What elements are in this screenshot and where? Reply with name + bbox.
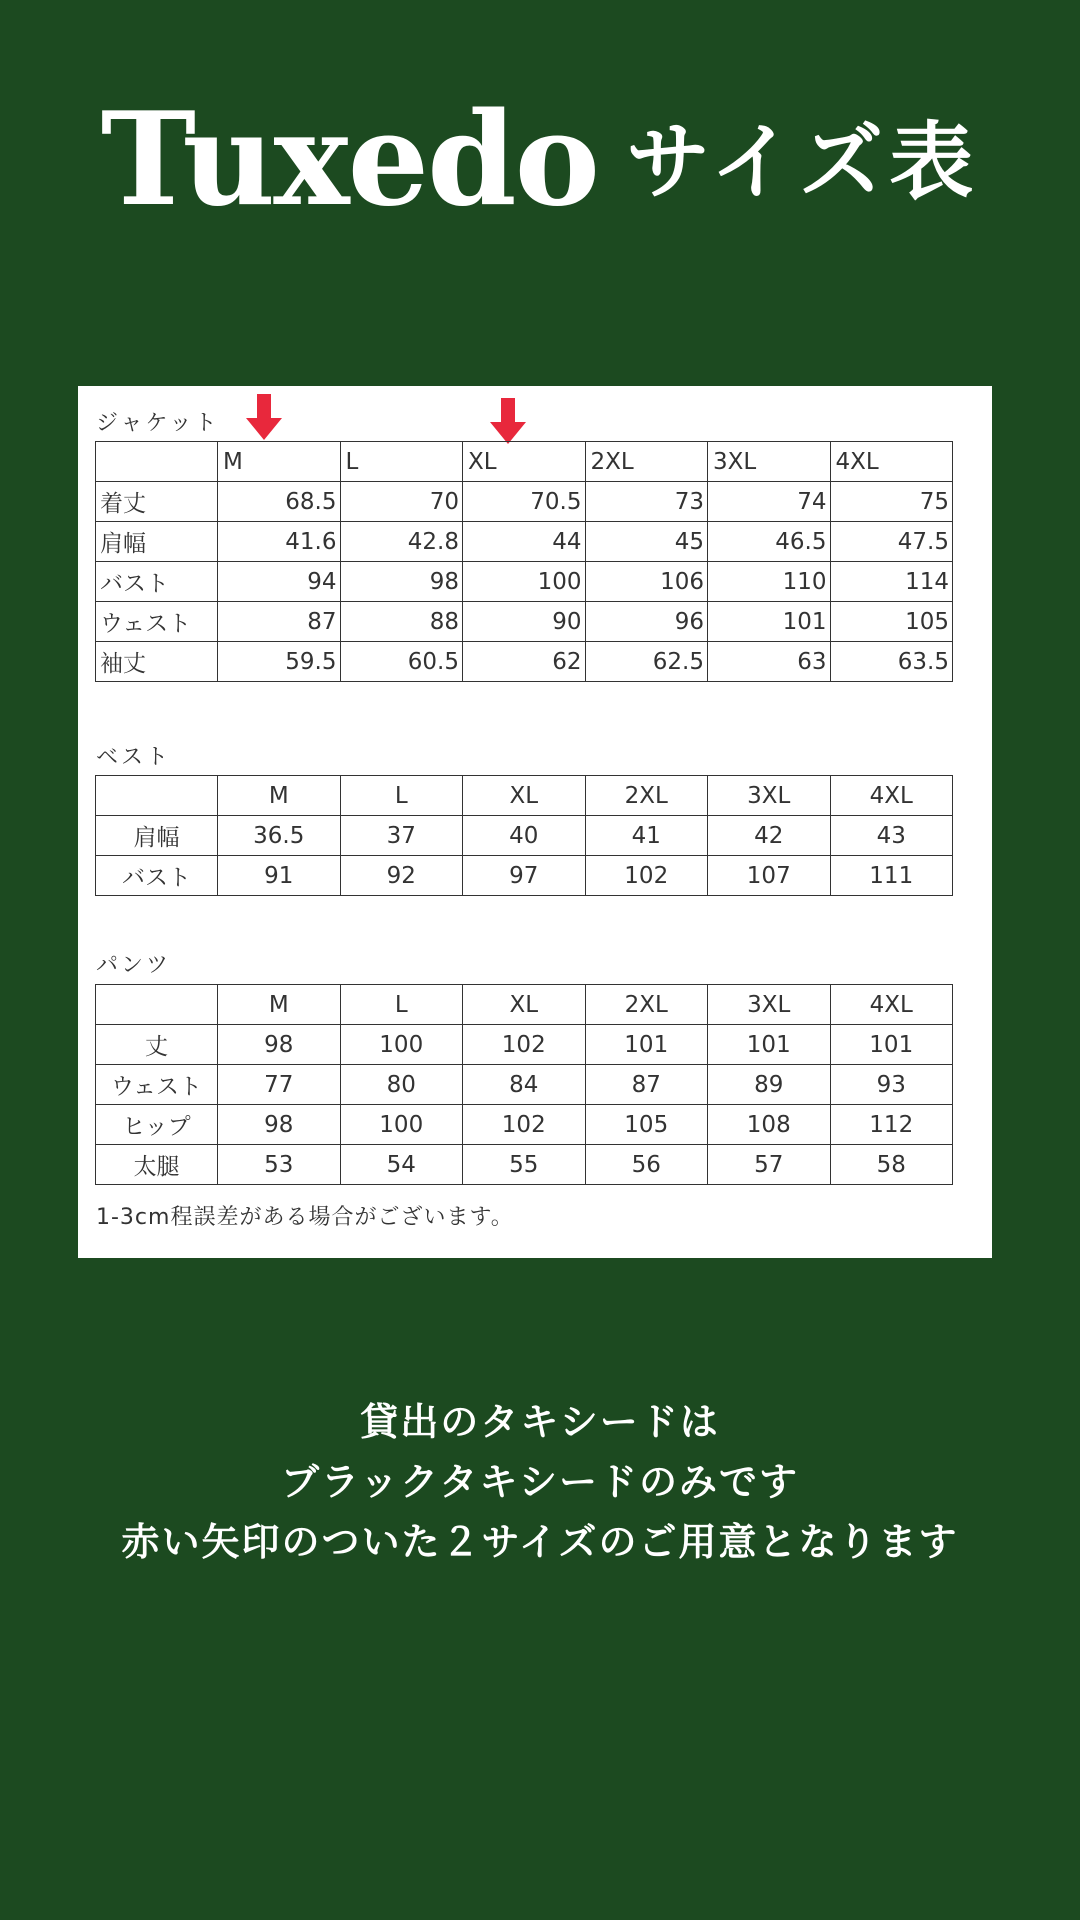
measurement-value-cell: 68.5	[218, 482, 341, 522]
measurement-value-cell: 101	[585, 1025, 708, 1065]
measurement-value-cell: 87	[218, 602, 341, 642]
measurement-value-cell: 62.5	[585, 642, 708, 682]
size-header-cell: XL	[463, 776, 586, 816]
measurement-value-cell: 75	[830, 482, 953, 522]
size-header-cell: 3XL	[708, 776, 831, 816]
measurement-value-cell: 58	[830, 1145, 953, 1185]
measurement-value-cell: 105	[830, 602, 953, 642]
measurement-value-cell: 44	[463, 522, 586, 562]
measurement-value-cell: 100	[463, 562, 586, 602]
measurement-value-cell: 57	[708, 1145, 831, 1185]
measurement-value-cell: 53	[218, 1145, 341, 1185]
table-header-row	[96, 776, 953, 816]
measurement-value-cell: 91	[218, 856, 341, 896]
table-row	[96, 602, 953, 642]
measurement-label-cell: 袖丈	[96, 642, 218, 682]
table-row	[96, 1025, 953, 1065]
size-header-cell: L	[340, 985, 463, 1025]
table-row	[96, 562, 953, 602]
size-header-cell: 2XL	[585, 985, 708, 1025]
measurement-value-cell: 77	[218, 1065, 341, 1105]
size-header-cell: L	[340, 442, 463, 482]
size-header-cell: 3XL	[708, 985, 831, 1025]
measurement-value-cell: 102	[585, 856, 708, 896]
measurement-label-cell: バスト	[96, 562, 218, 602]
measurement-value-cell: 41.6	[218, 522, 341, 562]
measurement-value-cell: 63.5	[830, 642, 953, 682]
measurement-value-cell: 45	[585, 522, 708, 562]
measurement-value-cell: 36.5	[218, 816, 341, 856]
measurement-value-cell: 97	[463, 856, 586, 896]
table-row	[96, 816, 953, 856]
measurement-value-cell: 105	[585, 1105, 708, 1145]
measurement-value-cell: 102	[463, 1025, 586, 1065]
measurement-value-cell: 55	[463, 1145, 586, 1185]
title-japanese: サイズ表	[625, 113, 980, 211]
measurement-value-cell: 107	[708, 856, 831, 896]
measurement-value-cell: 88	[340, 602, 463, 642]
size-header-cell: M	[218, 776, 341, 816]
size-header-cell: 4XL	[830, 776, 953, 816]
table-row	[96, 1145, 953, 1185]
table-row	[96, 856, 953, 896]
table-header-row	[96, 442, 953, 482]
measurement-value-cell: 114	[830, 562, 953, 602]
measurement-value-cell: 42.8	[340, 522, 463, 562]
description-line: ブラックタキシードのみです	[280, 1460, 800, 1504]
measurement-value-cell: 60.5	[340, 642, 463, 682]
measurement-value-cell: 47.5	[830, 522, 953, 562]
measurement-label-cell: ウェスト	[96, 1065, 218, 1105]
table-row	[96, 1065, 953, 1105]
measurement-label-cell: 太腿	[96, 1145, 218, 1185]
size-header-cell: 2XL	[585, 442, 708, 482]
size-header-cell: 4XL	[830, 442, 953, 482]
measurement-value-cell: 59.5	[218, 642, 341, 682]
measurement-value-cell: 101	[830, 1025, 953, 1065]
size-header-cell: XL	[463, 442, 586, 482]
table-row	[96, 522, 953, 562]
measurement-value-cell: 90	[463, 602, 586, 642]
measurement-value-cell: 37	[340, 816, 463, 856]
red-arrow-xl-icon	[488, 398, 528, 446]
measurement-value-cell: 43	[830, 816, 953, 856]
red-arrow-m-icon	[244, 394, 284, 442]
header-corner-cell	[96, 776, 218, 816]
description-line: 赤い矢印のついた２サイズのご用意となります	[121, 1520, 959, 1564]
measurement-value-cell: 92	[340, 856, 463, 896]
measurement-value-cell: 54	[340, 1145, 463, 1185]
measurement-value-cell: 63	[708, 642, 831, 682]
table-row	[96, 642, 953, 682]
measurement-value-cell: 106	[585, 562, 708, 602]
measurement-value-cell: 62	[463, 642, 586, 682]
measurement-value-cell: 70.5	[463, 482, 586, 522]
measurement-value-cell: 56	[585, 1145, 708, 1185]
measurement-value-cell: 98	[218, 1105, 341, 1145]
size-header-cell: L	[340, 776, 463, 816]
jacket-label: ジャケット	[96, 411, 220, 436]
measurement-value-cell: 70	[340, 482, 463, 522]
title-english: Tuxedo	[100, 85, 598, 235]
measurement-value-cell: 80	[340, 1065, 463, 1105]
measurement-value-cell: 110	[708, 562, 831, 602]
measurement-value-cell: 101	[708, 1025, 831, 1065]
table-row	[96, 482, 953, 522]
measurement-value-cell: 94	[218, 562, 341, 602]
measurement-label-cell: 丈	[96, 1025, 218, 1065]
pants-label: パンツ	[96, 953, 172, 978]
size-header-cell: 4XL	[830, 985, 953, 1025]
table-header-row	[96, 985, 953, 1025]
measurement-value-cell: 46.5	[708, 522, 831, 562]
description-line: 貸出のタキシードは	[360, 1400, 720, 1444]
size-chart-sheet	[78, 386, 992, 1258]
page-title	[0, 85, 1080, 235]
measurement-value-cell: 102	[463, 1105, 586, 1145]
measurement-value-cell: 100	[340, 1025, 463, 1065]
measurement-value-cell: 101	[708, 602, 831, 642]
size-header-cell: 3XL	[708, 442, 831, 482]
measurement-value-cell: 41	[585, 816, 708, 856]
size-header-cell: M	[218, 442, 341, 482]
measurement-value-cell: 89	[708, 1065, 831, 1105]
measurement-value-cell: 40	[463, 816, 586, 856]
measurement-label-cell: 肩幅	[96, 522, 218, 562]
measurement-value-cell: 96	[585, 602, 708, 642]
measurement-value-cell: 111	[830, 856, 953, 896]
measurement-value-cell: 98	[218, 1025, 341, 1065]
measurement-value-cell: 93	[830, 1065, 953, 1105]
header-corner-cell	[96, 985, 218, 1025]
measurement-value-cell: 108	[708, 1105, 831, 1145]
measurement-value-cell: 87	[585, 1065, 708, 1105]
measurement-value-cell: 112	[830, 1105, 953, 1145]
size-header-cell: 2XL	[585, 776, 708, 816]
measurement-label-cell: 着丈	[96, 482, 218, 522]
jacket-size-table	[95, 441, 953, 682]
measurement-value-cell: 100	[340, 1105, 463, 1145]
measurement-label-cell: 肩幅	[96, 816, 218, 856]
measurement-value-cell: 84	[463, 1065, 586, 1105]
size-header-cell: M	[218, 985, 341, 1025]
table-row	[96, 1105, 953, 1145]
measurement-label-cell: ヒップ	[96, 1105, 218, 1145]
measurement-value-cell: 73	[585, 482, 708, 522]
size-header-cell: XL	[463, 985, 586, 1025]
measurement-value-cell: 74	[708, 482, 831, 522]
measurement-value-cell: 42	[708, 816, 831, 856]
vest-label: ベスト	[96, 745, 172, 770]
rental-description	[0, 1392, 1080, 1572]
measurement-label-cell: ウェスト	[96, 602, 218, 642]
pants-size-table	[95, 984, 953, 1185]
measurement-value-cell: 98	[340, 562, 463, 602]
vest-size-table	[95, 775, 953, 896]
measurement-label-cell: バスト	[96, 856, 218, 896]
tolerance-note: 1-3cm程誤差がある場合がございます。	[96, 1205, 514, 1230]
header-corner-cell	[96, 442, 218, 482]
